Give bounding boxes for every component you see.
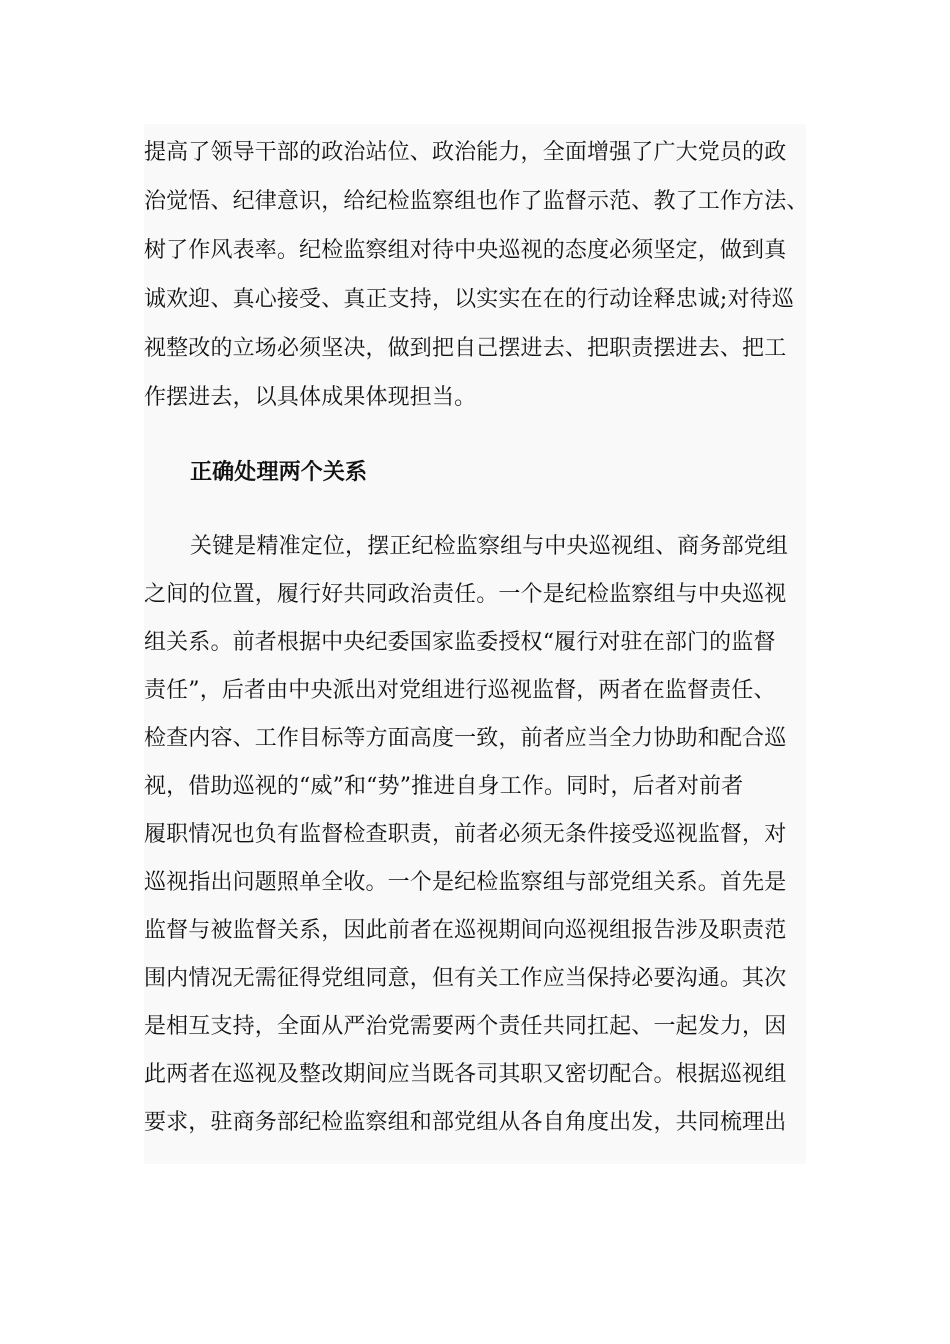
paragraph-1-line-1: 提高了领导干部的政治站位、政治能力，全面增强了广大党员的政 [144, 140, 787, 165]
paragraph-1-line-5: 视整改的立场必须坚决，做到把自己摆进去、把职责摆进去、把工 [144, 336, 787, 361]
paragraph-2-line-7: 履职情况也负有监督检查职责，前者必须无条件接受巡视监督，对 [144, 822, 787, 847]
paragraph-1-line-2: 治觉悟、纪律意识，给纪检监察组也作了监督示范、教了工作方法、 [144, 189, 809, 214]
paragraph-2-line-3: 组关系。前者根据中央纪委国家监委授权“履行对驻在部门的监督 [144, 630, 776, 655]
paragraph-2-line-2: 之间的位置，履行好共同政治责任。一个是纪检监察组与中央巡视 [144, 582, 787, 607]
paragraph-2-line-12: 此两者在巡视及整改期间应当既各司其职又密切配合。根据巡视组 [144, 1062, 787, 1087]
paragraph-1-line-3: 树了作风表率。纪检监察组对待中央巡视的态度必须坚定，做到真 [144, 238, 787, 263]
paragraph-2-line-13: 要求，驻商务部纪检监察组和部党组从各自角度出发，共同梳理出 [144, 1110, 787, 1135]
paragraph-1-line-4: 诚欢迎、真心接受、真正支持，以实实在在的行动诠释忠诚;对待巡 [144, 287, 794, 312]
section-heading: 正确处理两个关系 [190, 460, 368, 485]
paragraph-2-line-11: 是相互支持，全面从严治党需要两个责任共同扛起、一起发力，因 [144, 1014, 787, 1039]
paragraph-2-line-6: 视，借助巡视的“威”和“势”推进自身工作。同时，后者对前者 [144, 774, 744, 799]
paragraph-2-line-10: 围内情况无需征得党组同意，但有关工作应当保持必要沟通。其次 [144, 966, 787, 991]
paragraph-2-line-5: 检查内容、工作目标等方面高度一致，前者应当全力协助和配合巡 [144, 726, 787, 751]
paragraph-2-line-1: 关键是精准定位，摆正纪检监察组与中央巡视组、商务部党组 [190, 534, 789, 559]
paragraph-2-line-8: 巡视指出问题照单全收。一个是纪检监察组与部党组关系。首先是 [144, 870, 787, 895]
paragraph-2-line-9: 监督与被监督关系，因此前者在巡视期间向巡视组报告涉及职责范 [144, 918, 787, 943]
paragraph-1-line-6: 作摆进去，以具体成果体现担当。 [144, 385, 477, 410]
paragraph-2-line-4: 责任”，后者由中央派出对党组进行巡视监督，两者在监督责任、 [144, 678, 776, 703]
